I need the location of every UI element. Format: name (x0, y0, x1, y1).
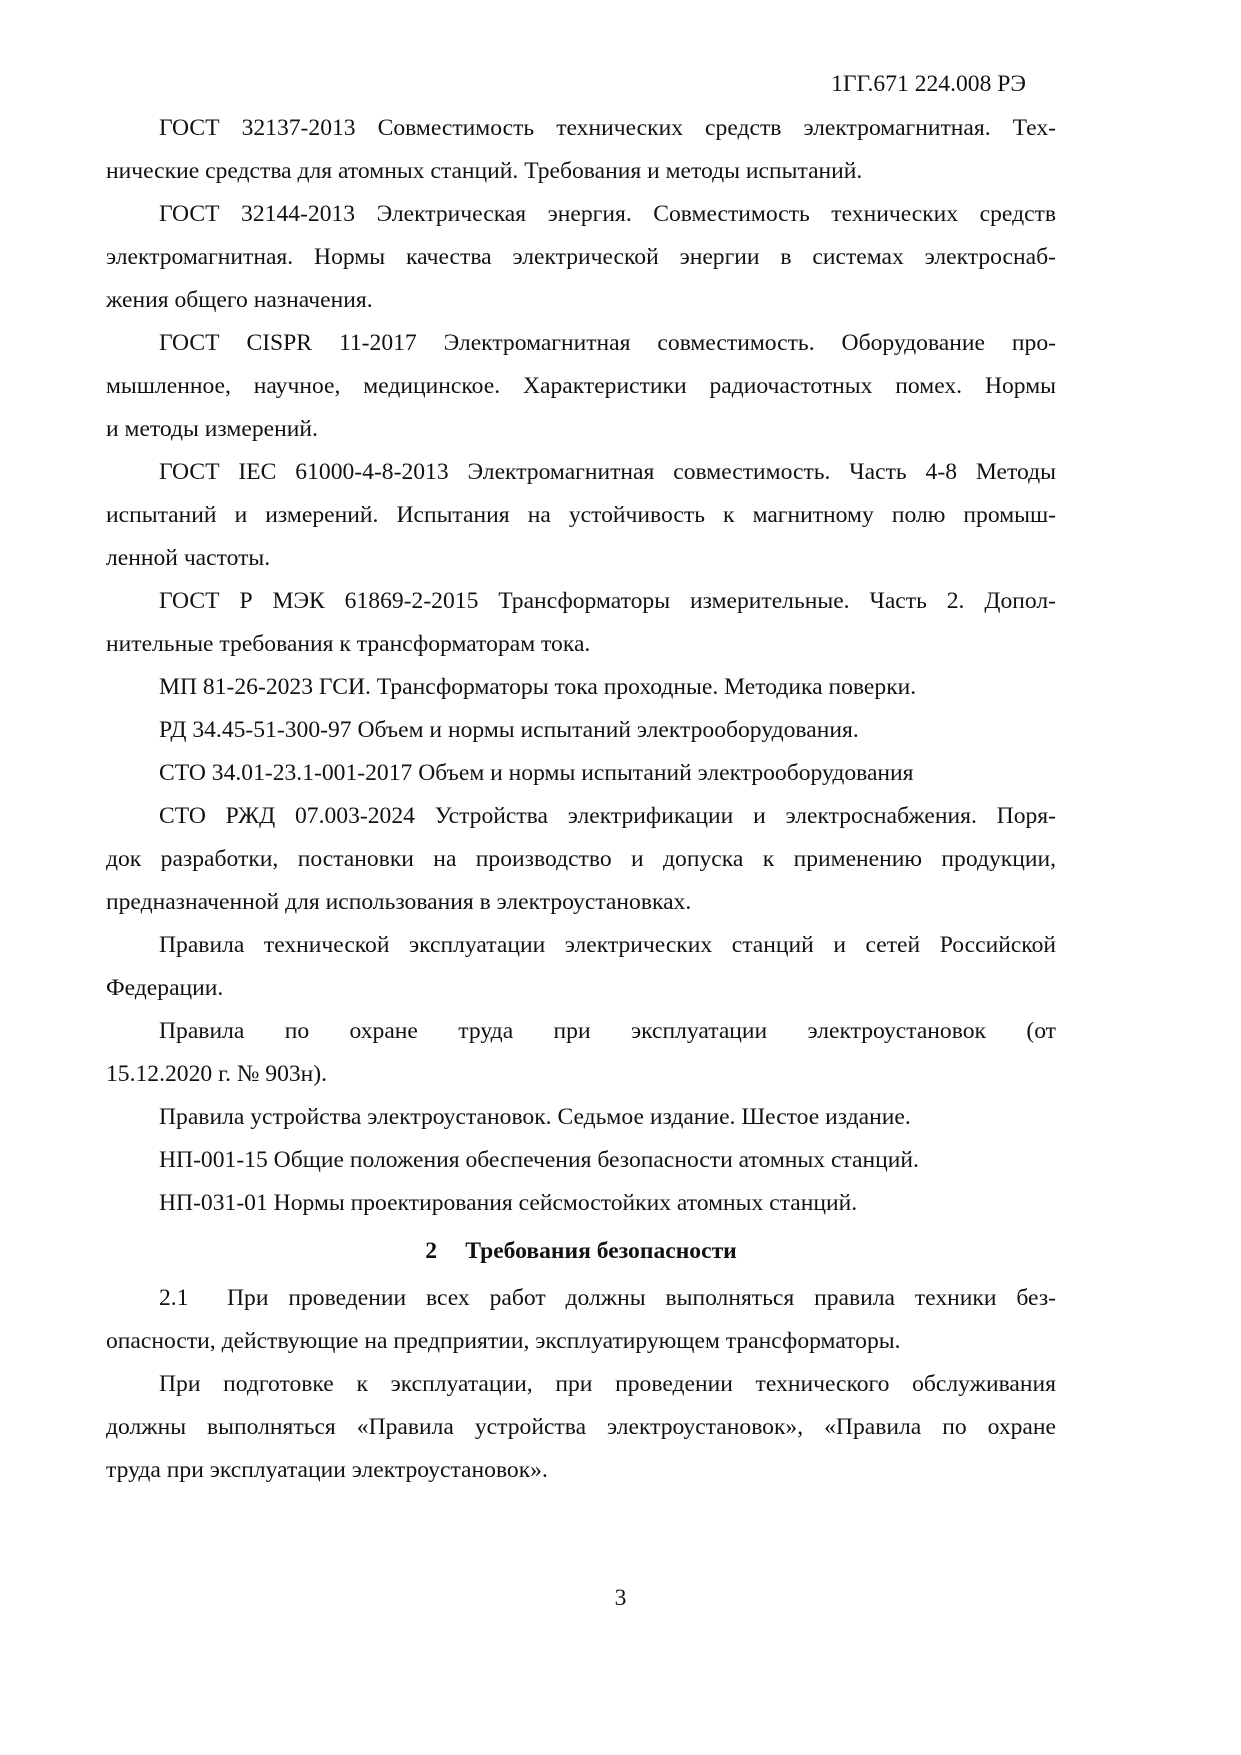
document-code: 1ГГ.671 224.008 РЭ (831, 71, 1026, 97)
reference-line: ГОСТ CISPR 11-2017 Электромагнитная совместимость. Оборудование про- (159, 330, 1056, 356)
reference-line: СТО РЖД 07.003-2024 Устройства электрификации и электроснабжения. Поря- (159, 803, 1056, 829)
reference-line: ГОСТ IEC 61000-4-8-2013 Электромагнитная совместимость. Часть 4-8 Методы (159, 459, 1056, 485)
paragraph-line: труда при эксплуатации электроустановок». (106, 1457, 548, 1483)
clause-line: 2.1 При проведении всех работ должны выполняться правила техники без- (106, 1277, 1056, 1320)
references-list (106, 107, 1056, 1225)
reference-line: НП-031-01 Нормы проектирования сейсмостойких атомных станций. (159, 1190, 858, 1216)
section-number: 2 (425, 1238, 438, 1264)
reference-item (106, 580, 1056, 666)
reference-line: жения общего назначения. (106, 287, 373, 313)
reference-item (106, 322, 1056, 451)
clause-2-1 (106, 1277, 1056, 1363)
reference-line: МП 81-26-2023 ГСИ. Трансформаторы тока проходные. Методика поверки. (159, 674, 917, 700)
reference-item (106, 795, 1056, 924)
reference-line: 15.12.2020 г. № 903н). (106, 1061, 328, 1087)
reference-line: док разработки, постановки на производство и допуска к применению продукции, (106, 846, 1056, 872)
reference-line: нические средства для атомных станций. Требования и методы испытаний. (106, 158, 863, 184)
page-number: 3 (614, 1585, 627, 1611)
reference-line: РД 34.45-51-300-97 Объем и нормы испытаний электрооборудования. (159, 717, 859, 743)
clause-line: опасности, действующие на предприятии, эксплуатирующем трансформаторы. (106, 1328, 901, 1354)
document-page (106, 62, 1056, 1492)
reference-line: Правила устройства электроустановок. Седьмое издание. Шестое издание. (159, 1104, 911, 1130)
reference-line: СТО 34.01-23.1-001-2017 Объем и нормы испытаний электрооборудования (159, 760, 914, 786)
reference-item (106, 1010, 1056, 1096)
reference-line: испытаний и измерений. Испытания на устойчивость к магнитному полю промыш- (106, 502, 1056, 528)
reference-line: предназначенной для использования в электроустановках. (106, 889, 692, 915)
section-title: Требования безопасности (465, 1238, 737, 1264)
reference-item (106, 752, 1056, 795)
reference-item (106, 1096, 1056, 1139)
paragraph-line: При подготовке к эксплуатации, при проведении технического обслуживания (159, 1371, 1056, 1397)
reference-line: ГОСТ Р МЭК 61869-2-2015 Трансформаторы измерительные. Часть 2. Допол- (159, 588, 1056, 614)
reference-item (106, 107, 1056, 193)
reference-line: электромагнитная. Нормы качества электрической энергии в системах электроснаб- (106, 244, 1056, 270)
reference-line: нительные требования к трансформаторам тока. (106, 631, 591, 657)
reference-item (106, 924, 1056, 1010)
reference-item (106, 709, 1056, 752)
reference-line: НП-001-15 Общие положения обеспечения безопасности атомных станций. (159, 1147, 919, 1173)
reference-line: и методы измерений. (106, 416, 318, 442)
reference-line: ГОСТ 32144-2013 Электрическая энергия. Совместимость технических средств (159, 201, 1056, 227)
reference-item (106, 1139, 1056, 1182)
reference-line: мышленное, научное, медицинское. Характеристики радиочастотных помех. Нормы (106, 373, 1056, 399)
reference-item (106, 1182, 1056, 1225)
paragraph-line: должны выполняться «Правила устройства электроустановок», «Правила по охране (106, 1414, 1056, 1440)
reference-line: ленной частоты. (106, 545, 271, 571)
reference-line: ГОСТ 32137-2013 Совместимость технических средств электромагнитная. Тех- (159, 115, 1056, 141)
reference-line: Федерации. (106, 975, 224, 1001)
clause-number: 2.1 (159, 1285, 189, 1311)
safety-paragraph (106, 1363, 1056, 1492)
section-heading (106, 1228, 1056, 1274)
reference-item (106, 451, 1056, 580)
reference-line: Правила по охране труда при эксплуатации электроустановок (от (159, 1018, 1056, 1044)
reference-line: Правила технической эксплуатации электрических станций и сетей Российской (159, 932, 1056, 958)
reference-item (106, 666, 1056, 709)
reference-item (106, 193, 1056, 322)
